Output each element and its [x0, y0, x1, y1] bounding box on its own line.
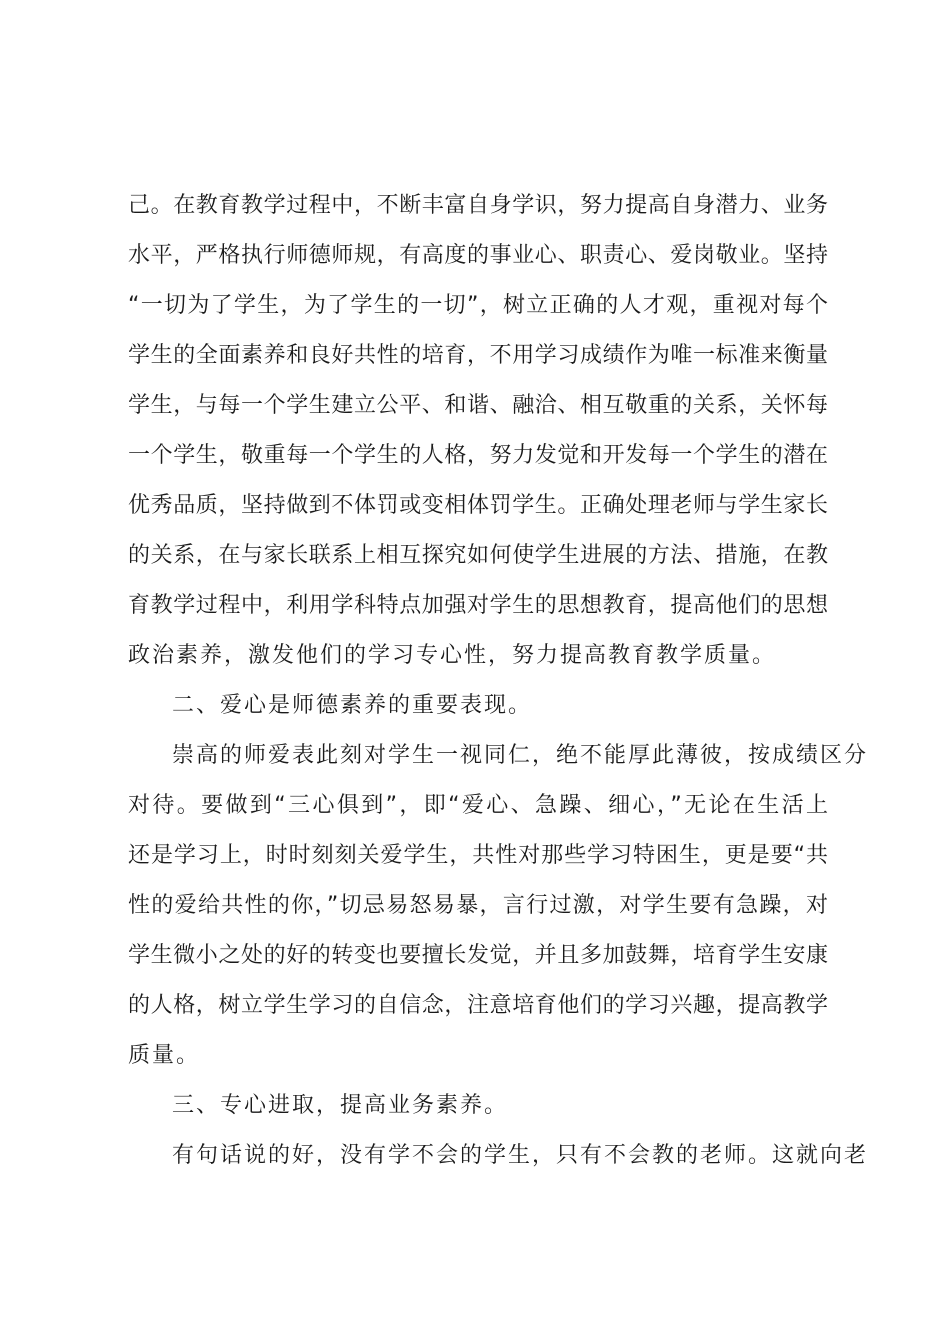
text-line: 对待。要做到“三心俱到”，即“爱心、急躁、细心，”无论在生活上 [128, 793, 828, 818]
text-line: “一切为了学生，为了学生的一切”，树立正确的人才观，重视对每个 [128, 293, 828, 318]
paragraph-teacher-love [128, 738, 869, 1088]
section-heading-professional [128, 1088, 828, 1138]
text-line: 有句话说的好，没有学不会的学生，只有不会教的老师。这就向老 [172, 1143, 869, 1168]
section-heading: 三、专心进取，提高业务素养。 [172, 1093, 509, 1118]
text-line: 的关系，在与家长联系上相互探究如何使学生进展的方法、措施，在教 [128, 543, 828, 568]
paragraph-teacher-ethics [128, 188, 828, 688]
text-line: 质量。 [128, 1043, 201, 1068]
text-line: 还是学习上，时时刻刻关爱学生，共性对那些学习特困生，更是要“共 [128, 843, 828, 868]
text-line: 育教学过程中，利用学科特点加强对学生的思想教育，提高他们的思想 [128, 593, 828, 618]
text-line: 己。在教育教学过程中，不断丰富自身学识，努力提高自身潜力、业务 [128, 193, 828, 218]
section-heading-love [128, 688, 828, 738]
text-line: 的人格，树立学生学习的自信念，注意培育他们的学习兴趣，提高教学 [128, 993, 828, 1018]
text-line: 性的爱给共性的你，”切忌易怒易暴，言行过激，对学生要有急躁，对 [128, 893, 828, 918]
text-line: 一个学生，敬重每一个学生的人格，努力发觉和开发每一个学生的潜在 [128, 443, 828, 468]
document-body [128, 188, 869, 1188]
text-line: 政治素养，激发他们的学习专心性，努力提高教育教学质量。 [128, 643, 777, 668]
text-line: 学生的全面素养和良好共性的培育，不用学习成绩作为唯一标准来衡量 [128, 343, 828, 368]
text-line: 崇高的师爱表此刻对学生一视同仁，绝不能厚此薄彼，按成绩区分 [172, 743, 869, 768]
paragraph-professional [128, 1138, 869, 1188]
text-line: 优秀品质，坚持做到不体罚或变相体罚学生。正确处理老师与学生家长 [128, 493, 828, 518]
section-heading: 二、爱心是师德素养的重要表现。 [172, 693, 533, 718]
text-line: 学生微小之处的好的转变也要擅长发觉，并且多加鼓舞，培育学生安康 [128, 943, 828, 968]
text-line: 学生，与每一个学生建立公平、和谐、融洽、相互敬重的关系，关怀每 [128, 393, 828, 418]
text-line: 水平，严格执行师德师规，有高度的事业心、职责心、爱岗敬业。坚持 [128, 243, 828, 268]
